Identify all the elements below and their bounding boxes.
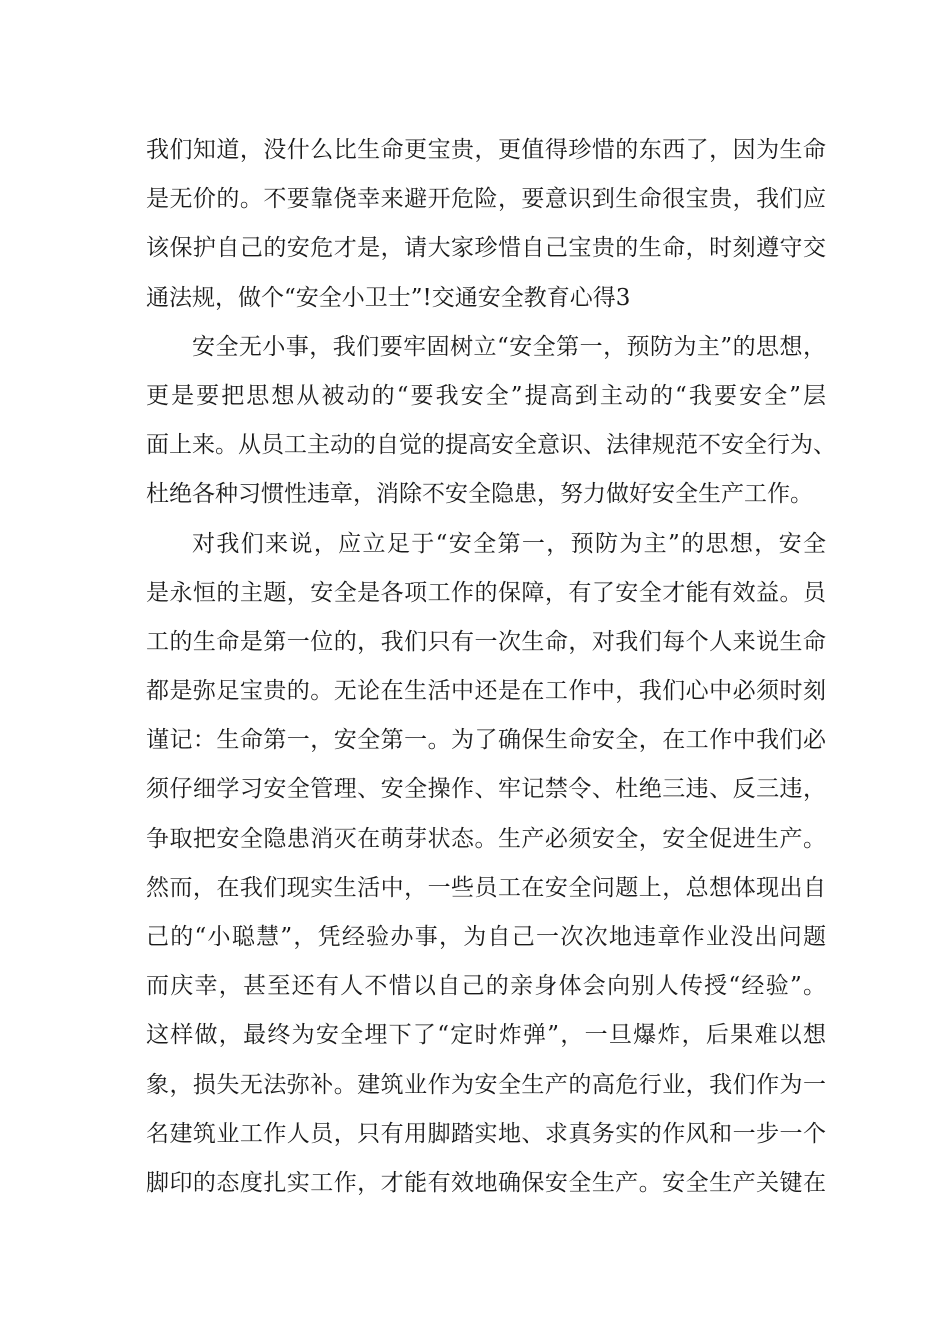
text-line: 更是要把思想从被动的“要我安全”提高到主动的“我要安全”层 xyxy=(146,382,826,409)
text-line: 脚印的态度扎实工作，才能有效地确保安全生产。安全生产关键在 xyxy=(146,1169,826,1196)
text-line: 争取把安全隐患消灭在萌芽状态。生产必须安全，安全促进生产。 xyxy=(146,825,826,852)
text-line: 安全无小事，我们要牢固树立“安全第一，预防为主”的思想， xyxy=(192,333,826,360)
text-line: 对我们来说，应立足于“安全第一，预防为主”的思想，安全 xyxy=(192,530,826,557)
text-line: 杜绝各种习惯性违章，消除不安全隐患，努力做好安全生产工作。 xyxy=(146,481,813,508)
text-line: 是永恒的主题，安全是各项工作的保障，有了安全才能有效益。员 xyxy=(146,579,826,606)
text-line: 己的“小聪慧”，凭经验办事，为自己一次次地违章作业没出问题 xyxy=(146,924,826,950)
text-line: 这样做，最终为安全埋下了“定时炸弹”，一旦爆炸，后果难以想 xyxy=(146,1022,826,1049)
text-line: 是无价的。不要靠侥幸来避开危险，要意识到生命很宝贵，我们应 xyxy=(146,186,826,213)
text-line: 都是弥足宝贵的。无论在生活中还是在工作中，我们心中必须时刻 xyxy=(146,678,826,705)
text-line: 然而，在我们现实生活中，一些员工在安全问题上，总想体现出自 xyxy=(146,874,826,901)
text-line: 谨记：生命第一，安全第一。为了确保生命安全，在工作中我们必 xyxy=(146,727,826,754)
paragraph-3 xyxy=(146,520,826,1209)
text-line: 通法规，做个“安全小卫士”!交通安全教育心得3 xyxy=(146,284,631,311)
text-line: 象，损失无法弥补。建筑业作为安全生产的高危行业，我们作为一 xyxy=(146,1071,826,1098)
text-line: 我们知道，没什么比生命更宝贵，更值得珍惜的东西了，因为生命 xyxy=(146,137,826,163)
document-body xyxy=(146,126,836,1208)
text-line: 名建筑业工作人员，只有用脚踏实地、求真务实的作风和一步一个 xyxy=(146,1120,826,1147)
paragraph-1 xyxy=(146,126,826,323)
text-line: 该保护自己的安危才是，请大家珍惜自己宝贵的生命，时刻遵守交 xyxy=(146,235,826,262)
text-line: 须仔细学习安全管理、安全操作、牢记禁令、杜绝三违、反三违， xyxy=(146,776,826,803)
paragraph-2 xyxy=(146,323,836,520)
text-line: 面上来。从员工主动的自觉的提高安全意识、法律规范不安全行为、 xyxy=(146,432,836,459)
text-line: 工的生命是第一位的，我们只有一次生命，对我们每个人来说生命 xyxy=(146,628,826,655)
text-line: 而庆幸，甚至还有人不惜以自己的亲身体会向别人传授“经验”。 xyxy=(146,973,826,1000)
